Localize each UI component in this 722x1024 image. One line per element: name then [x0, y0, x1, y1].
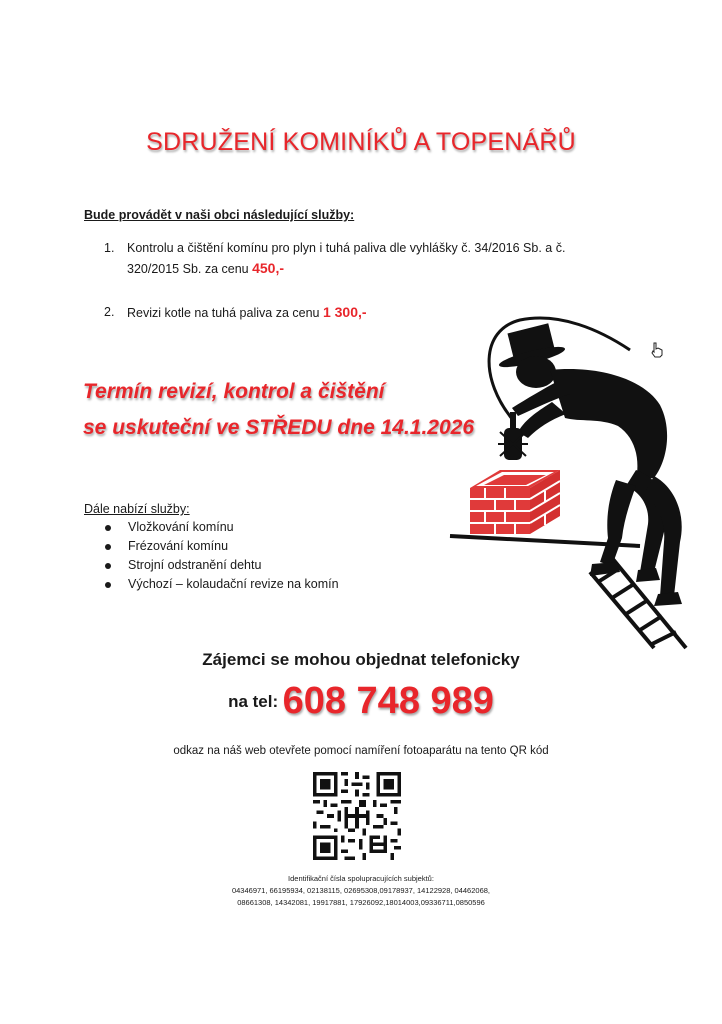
- ids-line: 04346971, 66195934, 02138115, 02695308,09178937, 14122928, 04462068,: [231, 886, 491, 895]
- phone-number[interactable]: 608 748 989: [282, 680, 494, 722]
- chimney-sweep-silhouette: [498, 323, 682, 606]
- list-item: Strojní odstranění dehtu: [104, 556, 339, 575]
- ids-line: 08661308, 14342081, 19917881, 17926092,18014003,09336711,0850596: [237, 898, 485, 907]
- service-price: 1 300,-: [322, 304, 367, 320]
- list-item: Vložkování komínu: [104, 518, 339, 537]
- service-line: Kontrolu a čištění komínu pro plyn i tuhá paliva dle vyhlášky č. 34/2016 Sb. a č.: [127, 241, 566, 255]
- hand-cursor-icon: [650, 342, 664, 358]
- contact-text: Zájemci se mohou objednat telefonicky: [202, 650, 520, 669]
- qr-code[interactable]: [313, 772, 401, 860]
- page-title: SDRUŽENÍ KOMINÍKŮ A TOPENÁŘŮ: [146, 128, 576, 156]
- phone-prefix: na tel:: [228, 692, 279, 711]
- service-price: 450,-: [252, 260, 285, 276]
- qr-note: odkaz na náš web otevřete pomocí namíření fotoaparátu na tento QR kód: [173, 745, 549, 757]
- service-number: 1.: [104, 241, 115, 255]
- phone-line: [0, 680, 722, 723]
- service-line: [127, 258, 627, 279]
- term-line-2: se uskuteční ve STŘEDU dne 14.1.2026: [83, 416, 475, 439]
- service-number: 2.: [104, 305, 115, 319]
- service-line-text: Revizi kotle na tuhá paliva za cenu: [127, 306, 323, 320]
- service-text: [127, 238, 627, 279]
- more-services-list: [104, 518, 339, 594]
- services-intro: Bude provádět v naši obci následující služby:: [84, 208, 355, 222]
- more-services-title: Dále nabízí služby:: [84, 502, 190, 516]
- service-line-text: 320/2015 Sb. za cenu: [127, 262, 253, 276]
- ids-heading: Identifikační čísla spolupracujících subjektů:: [288, 874, 434, 883]
- list-item: Frézování komínu: [104, 537, 339, 556]
- brick-chimney-icon: [470, 470, 560, 534]
- list-item: Výchozí – kolaudační revize na komín: [104, 575, 339, 594]
- chimney-sweep-illustration: [440, 310, 720, 650]
- term-line-1: Termín revizí, kontrol a čištění: [83, 380, 385, 403]
- ids-block: [0, 873, 722, 909]
